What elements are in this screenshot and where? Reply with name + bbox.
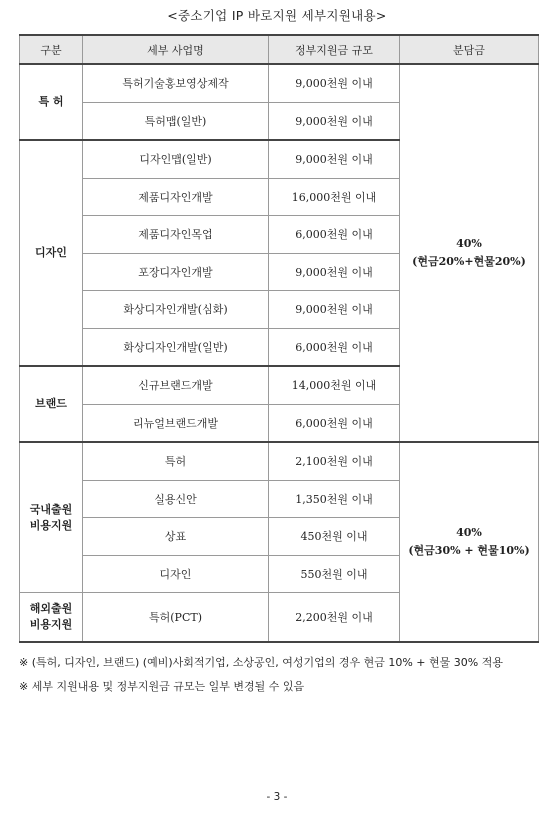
document-title: <중소기업 IP 바로지원 세부지원내용> <box>167 8 387 23</box>
program-amount: 6,000천원 이내 <box>269 404 400 442</box>
share-cell-bottom <box>400 442 539 642</box>
program-name: 상표 <box>83 518 269 556</box>
program-name: 제품디자인목업 <box>83 216 269 254</box>
category-line: 비용지원 <box>29 518 73 532</box>
category-line: 해외출원 <box>29 602 73 615</box>
category-overseas-filing <box>20 593 83 643</box>
program-name: 특허(PCT) <box>83 593 269 643</box>
program-amount: 2,200천원 이내 <box>269 593 400 643</box>
header-program: 세부 사업명 <box>83 35 269 64</box>
program-name: 특허맵(일반) <box>83 102 269 140</box>
table-header-row <box>20 35 539 64</box>
program-name: 리뉴얼브랜드개발 <box>83 404 269 442</box>
category-domestic-filing <box>20 442 83 593</box>
program-name: 특허 <box>83 442 269 480</box>
program-amount: 9,000천원 이내 <box>269 64 400 102</box>
share-detail: (현금20%+현물20%) <box>412 255 526 268</box>
category-line: 비용지원 <box>29 618 73 631</box>
table-row <box>20 442 539 480</box>
program-amount: 6,000천원 이내 <box>269 328 400 366</box>
program-name: 화상디자인개발(심화) <box>83 291 269 329</box>
category-patent: 특 허 <box>20 64 83 140</box>
program-amount: 6,000천원 이내 <box>269 216 400 254</box>
category-brand: 브랜드 <box>20 366 83 442</box>
category-line: 국내출원 <box>29 502 73 516</box>
program-amount: 16,000천원 이내 <box>269 178 400 216</box>
program-name: 제품디자인개발 <box>83 178 269 216</box>
program-name: 실용신안 <box>83 480 269 518</box>
share-cell-top <box>400 64 539 442</box>
program-amount: 2,100천원 이내 <box>269 442 400 480</box>
support-table <box>19 34 539 643</box>
header-amount: 정부지원금 규모 <box>269 35 400 64</box>
program-name: 포장디자인개발 <box>83 253 269 291</box>
program-amount: 9,000천원 이내 <box>269 253 400 291</box>
table-row <box>20 64 539 102</box>
program-name: 화상디자인개발(일반) <box>83 328 269 366</box>
program-name: 신규브랜드개발 <box>83 366 269 404</box>
note-line: ※ (특허, 디자인, 브랜드) (예비)사회적기업, 소상공인, 여성기업의 경우 현금 10% + 현물 30% 적용 <box>19 656 503 669</box>
program-amount: 9,000천원 이내 <box>269 140 400 178</box>
program-name: 디자인맵(일반) <box>83 140 269 178</box>
program-amount: 14,000천원 이내 <box>269 366 400 404</box>
program-amount: 1,350천원 이내 <box>269 480 400 518</box>
program-amount: 450천원 이내 <box>269 518 400 556</box>
program-amount: 9,000천원 이내 <box>269 291 400 329</box>
header-category: 구분 <box>20 35 83 64</box>
program-name: 디자인 <box>83 555 269 593</box>
program-amount: 9,000천원 이내 <box>269 102 400 140</box>
note-line: ※ 세부 지원내용 및 정부지원금 규모는 일부 변경될 수 있음 <box>19 680 305 693</box>
share-percent: 40% <box>456 526 482 539</box>
share-detail: (현금30% + 현물10%) <box>408 544 530 557</box>
program-amount: 550천원 이내 <box>269 555 400 593</box>
header-share: 분담금 <box>400 35 539 64</box>
category-design: 디자인 <box>20 140 83 366</box>
page-number: - 3 - <box>266 791 288 803</box>
share-percent: 40% <box>456 237 482 250</box>
program-name: 특허기술홍보영상제작 <box>83 64 269 102</box>
